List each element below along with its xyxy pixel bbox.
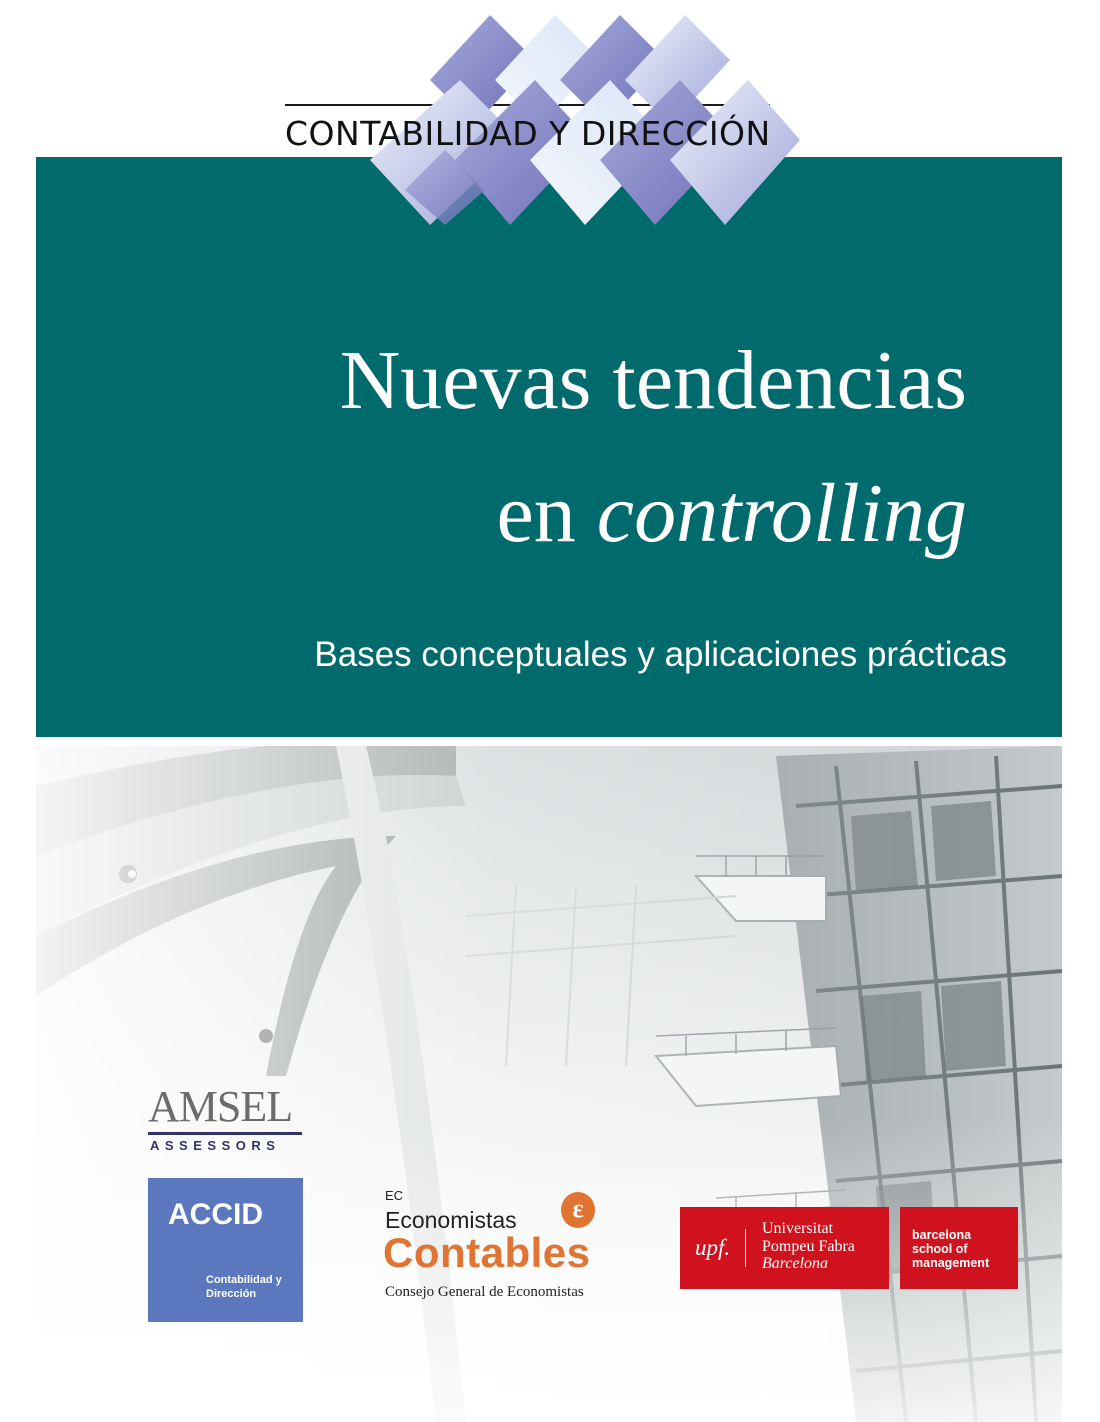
economistas-council: Consejo General de Economistas — [385, 1284, 584, 1300]
upf-line-3: Barcelona — [762, 1255, 829, 1273]
accid-subtitle-line-2: Dirección — [206, 1287, 257, 1300]
subtitle: Bases conceptuales y aplicaciones prácticas — [314, 635, 1007, 674]
economistas-contables: Contables — [383, 1229, 591, 1276]
amsel-subtitle: ASSESSORS — [150, 1138, 281, 1153]
accid-name: ACCID — [168, 1198, 263, 1231]
title-line-2-prefix: en — [496, 467, 597, 560]
accid-subtitle — [206, 1274, 298, 1302]
amsel-logo — [148, 1082, 308, 1155]
accid-subtitle-line-1: Contabilidad y — [206, 1274, 282, 1286]
upf-line-2: Pompeu Fabra — [762, 1237, 855, 1255]
title-line-2-italic: controlling — [596, 467, 967, 560]
economistas-abbr: EC — [385, 1188, 404, 1203]
title-line-2 — [496, 467, 967, 560]
bsm-line-3: management — [912, 1256, 990, 1270]
upf-mark: upf. — [695, 1229, 746, 1267]
amsel-name: AMSEL — [148, 1082, 293, 1131]
bsm-line-1: barcelona — [912, 1228, 972, 1242]
series-header — [285, 108, 845, 158]
economistas-badge-icon: ε — [561, 1192, 595, 1228]
title-panel — [36, 157, 1062, 737]
upf-text — [762, 1220, 855, 1273]
economistas-contables-logo — [383, 1188, 623, 1308]
series-label: CONTABILIDAD Y DIRECCIÓN — [285, 114, 771, 153]
upf-logo — [680, 1207, 889, 1289]
amsel-rule — [148, 1132, 302, 1135]
title-line-1: Nuevas tendencias — [339, 334, 967, 427]
economistas-name: Economistas — [385, 1207, 517, 1233]
bsm-line-2: school of — [912, 1242, 968, 1256]
bsm-logo — [900, 1207, 1018, 1289]
bsm-text — [912, 1228, 989, 1270]
accid-logo — [148, 1178, 303, 1322]
upf-line-1: Universitat — [762, 1220, 834, 1237]
